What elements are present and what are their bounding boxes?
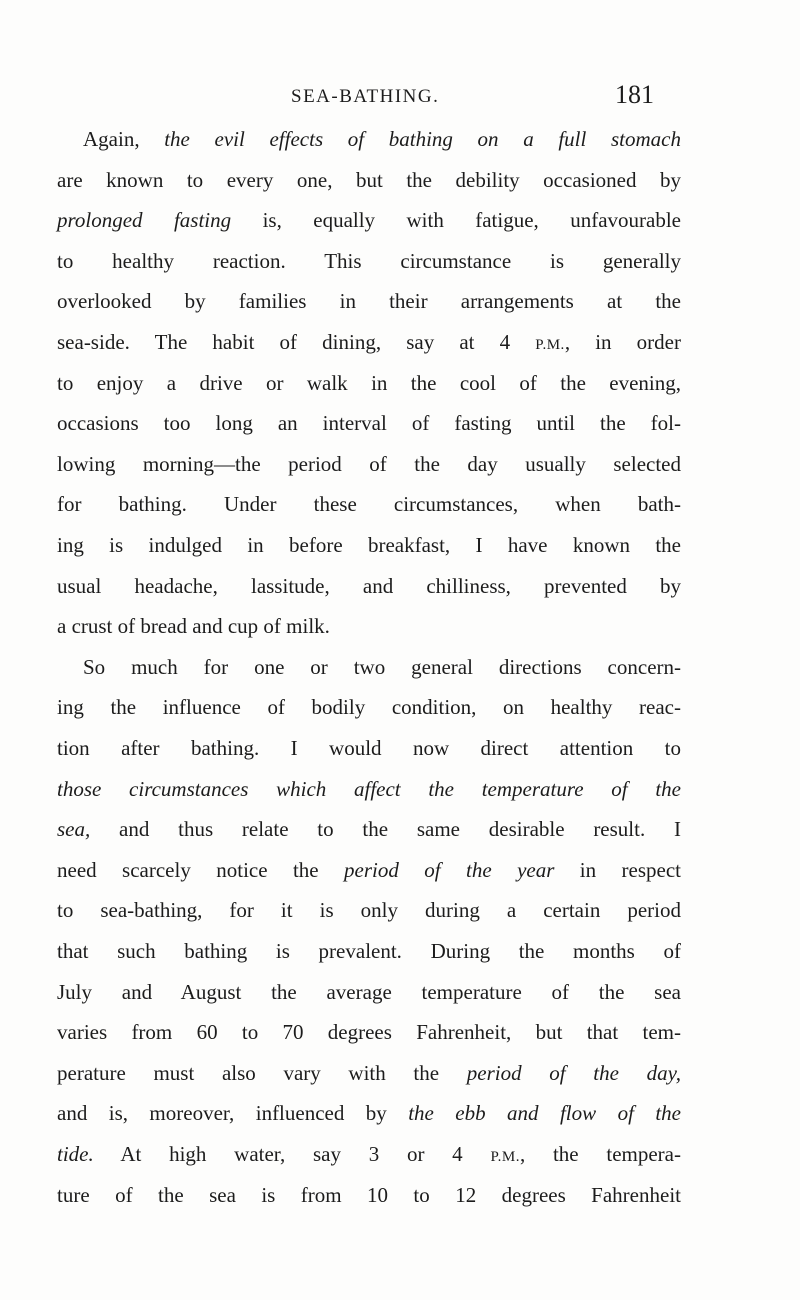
text-segment: and thus relate to the same desirable result. I	[90, 817, 681, 842]
text-segment: in respect	[554, 857, 682, 882]
page-number: 181	[615, 80, 654, 109]
text-line	[57, 160, 681, 200]
text-segment: Again,	[83, 127, 165, 151]
text-segment: So much for one or two general directions concern-	[83, 654, 681, 679]
text-segment: sea-side. The habit of dining, say at 4	[57, 330, 536, 354]
italic-phrase: those circumstances which affect the temperature of the	[57, 776, 681, 801]
text-segment: tion after bathing. I would now direct attention to	[57, 736, 681, 760]
text-segment: a crust of bread and cup of milk.	[57, 614, 330, 639]
text-segment: perature must also vary with the	[57, 1060, 467, 1085]
text-line	[57, 1175, 681, 1215]
text-line	[57, 119, 681, 159]
text-line	[57, 444, 681, 484]
text-line	[57, 606, 681, 646]
text-line	[57, 728, 681, 768]
text-segment: occasions too long an interval of fasting until the fol-	[57, 411, 681, 436]
text-line	[57, 566, 681, 606]
text-line	[57, 322, 681, 362]
text-segment: P.M.	[490, 1149, 520, 1165]
text-line	[57, 809, 681, 849]
text-segment: varies from 60 to 70 degrees Fahrenheit, but that tem-	[57, 1020, 681, 1045]
text-segment: , the tempera-	[519, 1142, 681, 1166]
italic-phrase: period of the year	[344, 857, 555, 882]
italic-phrase: prolonged fasting	[57, 208, 232, 233]
text-line	[57, 525, 681, 565]
text-line	[57, 484, 681, 524]
text-line	[57, 281, 681, 321]
italic-phrase: period of the day,	[466, 1060, 681, 1085]
text-segment: July and August the average temperature of the sea	[57, 979, 681, 1004]
text-line	[57, 972, 681, 1012]
text-segment: At high water, say 3 or 4	[93, 1142, 491, 1166]
text-segment: P.M.	[535, 337, 565, 353]
text-line	[57, 769, 681, 809]
italic-phrase: the evil effects of bathing on a full stomach	[164, 127, 681, 151]
text-line	[57, 241, 681, 281]
text-segment: , in order	[564, 330, 681, 354]
text-line	[57, 200, 681, 240]
text-line	[57, 687, 681, 727]
text-line	[57, 850, 681, 890]
text-segment: lowing morning—the period of the day usually selected	[57, 451, 681, 476]
text-segment: ture of the sea is from 10 to 12 degrees Fahrenheit	[57, 1182, 681, 1207]
text-line	[57, 1053, 681, 1093]
text-line	[57, 1012, 681, 1052]
text-segment: to healthy reaction. This circumstance is generally	[57, 248, 681, 273]
text-segment: and is, moreover, influenced by	[57, 1101, 409, 1126]
text-line	[57, 647, 681, 687]
text-line	[57, 931, 681, 971]
text-line	[57, 1134, 681, 1174]
text-line	[57, 403, 681, 443]
italic-phrase: sea,	[57, 817, 91, 842]
text-segment: to sea-bathing, for it is only during a certain period	[57, 898, 681, 923]
text-segment: need scarcely notice the	[57, 857, 345, 882]
text-segment: to enjoy a drive or walk in the cool of the evening,	[57, 370, 681, 395]
text-line	[57, 363, 681, 403]
text-segment: are known to every one, but the debility occasioned by	[57, 167, 681, 192]
text-segment: overlooked by families in their arrangements at the	[57, 289, 681, 314]
text-line	[57, 890, 681, 930]
text-segment: for bathing. Under these circumstances, when bath-	[57, 492, 681, 517]
text-segment: that such bathing is prevalent. During the months of	[57, 939, 681, 963]
running-head: SEA-BATHING.	[291, 86, 440, 107]
text-segment: ing the influence of bodily condition, on healthy reac-	[57, 695, 681, 720]
text-line	[57, 1093, 681, 1133]
italic-phrase: the ebb and flow of the	[408, 1101, 681, 1126]
text-segment: ing is indulged in before breakfast, I have known the	[57, 533, 681, 557]
text-segment: usual headache, lassitude, and chilliness, prevented by	[57, 573, 681, 598]
italic-phrase: tide.	[57, 1142, 94, 1166]
text-segment: is, equally with fatigue, unfavourable	[231, 208, 681, 233]
